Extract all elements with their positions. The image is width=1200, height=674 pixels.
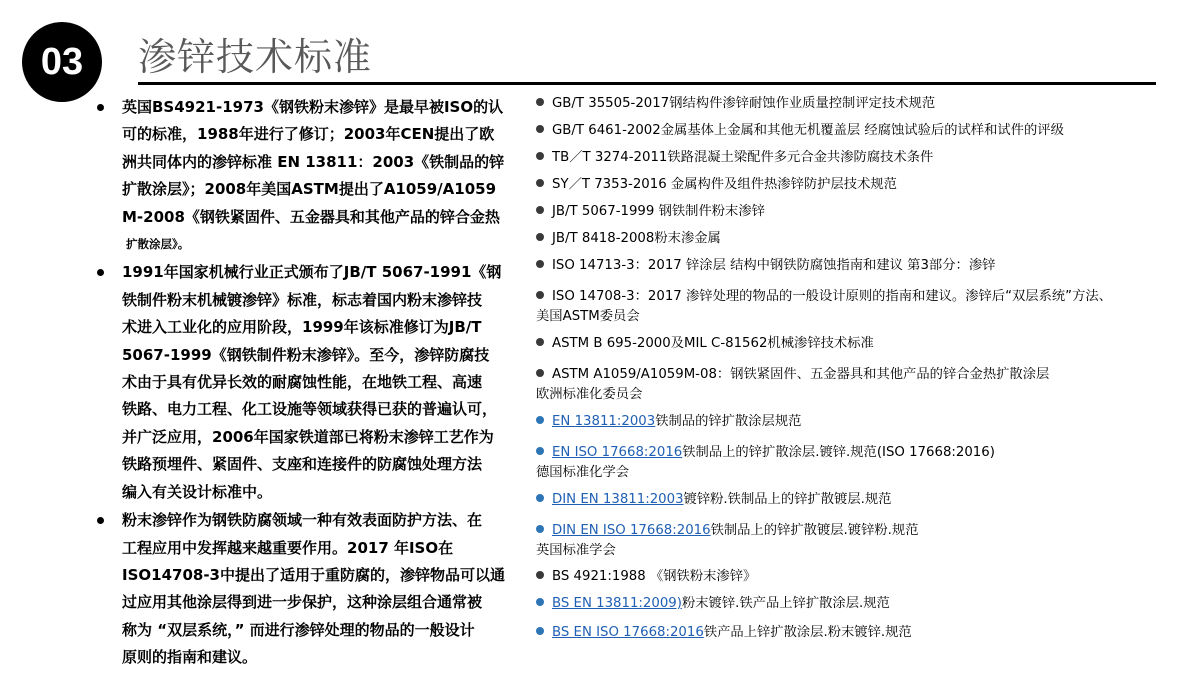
standard-item [536, 201, 1176, 223]
standard-row [536, 286, 1176, 308]
standard-text: ISO 14708-3：2017 渗锌处理的物品的一般设计原则的指南和建议。渗锌后“双层系统”方法、 [552, 289, 1112, 304]
bullet-icon [536, 98, 544, 106]
organization-label: 德国标准化学会 [536, 465, 630, 480]
standard-row [536, 489, 1176, 511]
bullet-icon [536, 233, 544, 241]
standard-item [536, 286, 1176, 326]
paragraph-line: ISO14708-3中提出了适用于重防腐的，渗锌物品可以通 [122, 565, 505, 584]
standard-link[interactable]: DIN EN ISO 17668:2016 [552, 523, 711, 538]
standard-row [536, 333, 1176, 355]
paragraph [92, 259, 512, 506]
standard-link[interactable]: DIN EN 13811:2003 [552, 492, 684, 507]
bullet-icon [536, 179, 544, 187]
standard-text: 铁制品上的锌扩散镀层.镀锌粉.规范 [710, 523, 919, 538]
standard-item [536, 442, 1176, 482]
standard-item [536, 489, 1176, 511]
standard-row [536, 364, 1176, 386]
standard-text: 粉末镀锌.铁产品上锌扩散涂层.规范 [681, 596, 890, 611]
standard-text: GB/T 6461-2002金属基体上金属和其他无机覆盖层 经腐蚀试验后的试样和试件的评级 [552, 123, 1064, 138]
standard-row [536, 147, 1176, 169]
standard-text: GB/T 35505-2017钢结构件渗锌耐蚀作业质量控制评定技术规范 [552, 96, 936, 111]
standard-item [536, 566, 1176, 588]
standard-row [536, 411, 1176, 433]
standard-row [536, 255, 1176, 277]
paragraph-line: 铁制件粉末机械镀渗锌》标准，标志着国内粉末渗锌技 [122, 290, 483, 309]
standard-text: ASTM A1059/A1059M-08：钢铁紧固件、五金器具和其他产品的锌合金热扩散涂层 [552, 367, 1050, 382]
bullet-icon [536, 125, 544, 133]
bullet-icon [536, 291, 544, 299]
bullet-icon [536, 598, 544, 606]
title-underline [138, 82, 1156, 85]
standard-row [536, 120, 1176, 142]
standard-item [536, 255, 1176, 277]
standard-text: SY／T 7353-2016 金属构件及组件热渗锌防护层技术规范 [552, 177, 897, 192]
bullet-icon [536, 447, 544, 455]
paragraph-line: 铁路预埋件、紧固件、支座和连接件的防腐蚀处理方法 [122, 455, 483, 474]
standard-row [536, 520, 1176, 542]
paragraph-line: 英国BS4921-1973《钢铁粉末渗锌》是最早被ISO的认 [122, 98, 504, 116]
standard-row [536, 442, 1176, 464]
paragraph-line: 扩散涂层》；2008年美国ASTM提出了A1059/A1059 [122, 180, 497, 199]
standard-row [536, 228, 1176, 250]
paragraph-line: 扩散涂层》。 [126, 237, 190, 252]
paragraph-line: 并广泛应用，2006年国家铁道部已将粉末渗锌工艺作为 [122, 427, 494, 446]
standard-row [536, 566, 1176, 588]
bullet-icon [536, 260, 544, 268]
organization-label: 美国ASTM委员会 [536, 309, 640, 324]
bullet-icon [536, 416, 544, 424]
organization-label: 英国标准学会 [536, 543, 616, 558]
standard-text: JB/T 8418-2008粉末渗金属 [552, 231, 721, 246]
bullet-icon [536, 525, 544, 533]
paragraph-line: 过应用其他涂层得到进一步保护，这种涂层组合通常被 [122, 593, 483, 612]
bullet-icon [97, 269, 104, 276]
bullet-icon [536, 369, 544, 377]
standard-link[interactable]: BS EN ISO 17668:2016 [552, 625, 704, 640]
paragraph-line: 可的标准，1988年进行了修订；2003年CEN提出了欧 [122, 125, 495, 144]
bullet-icon [536, 494, 544, 502]
standard-item [536, 520, 1176, 560]
left-column [92, 94, 512, 673]
section-number-badge: 03 [22, 22, 102, 102]
bullet-icon [536, 206, 544, 214]
standard-item [536, 364, 1176, 404]
standard-item [536, 147, 1176, 169]
paragraph-line: 原则的指南和建议。 [122, 648, 258, 667]
bullet-icon [536, 152, 544, 160]
paragraph-line: 工程应用中发挥越来越重要作用。2017 年ISO在 [122, 538, 454, 557]
standard-item [536, 593, 1176, 615]
paragraph-line: 称为 “双层系统，” 而进行渗锌处理的物品的一般设计 [122, 620, 475, 639]
paragraph-line: 编入有关设计标准中。 [122, 482, 273, 501]
paragraph [92, 94, 512, 258]
standard-text: 铁产品上锌扩散涂层.粉末镀锌.规范 [703, 625, 912, 640]
paragraph-line: 铁路、电力工程、化工设施等领域获得已获的普遍认可， [122, 400, 498, 419]
standard-text: ISO 14713-3：2017 锌涂层 结构中钢铁防腐蚀指南和建议 第3部分：渗锌 [552, 258, 996, 273]
standard-item [536, 93, 1176, 115]
paragraph-line: 洲共同体内的渗锌标准 EN 13811：2003《铁制品的锌 [122, 152, 505, 171]
standard-text: ASTM B 695-2000及MIL C-81562机械渗锌技术标准 [552, 336, 874, 351]
standard-item [536, 120, 1176, 142]
bullet-icon [97, 104, 104, 111]
standards-list [536, 93, 1176, 644]
standard-row [536, 93, 1176, 115]
paragraph [92, 507, 512, 671]
standard-item [536, 228, 1176, 250]
standard-row [536, 201, 1176, 223]
page-title: 渗锌技术标准 [138, 35, 373, 79]
paragraph-line: M-2008《钢铁紧固件、五金器具和其他产品的锌合金热 [122, 207, 500, 226]
standard-item [536, 622, 1176, 644]
paragraph-line: 术进入工业化的应用阶段，1999年该标准修订为JB/T [122, 318, 482, 337]
bullet-icon [536, 627, 544, 635]
standard-link[interactable]: BS EN 13811:2009) [552, 596, 682, 611]
standard-link[interactable]: EN ISO 17668:2016 [552, 445, 683, 460]
standard-row [536, 593, 1176, 615]
paragraph-line: 术由于具有优异长效的耐腐蚀性能，在地铁工程、高速 [122, 373, 483, 392]
paragraph-line: 1991年国家机械行业正式颁布了JB/T 5067-1991《钢 [122, 263, 502, 282]
standard-text: 铁制品的锌扩散涂层规范 [655, 414, 802, 429]
bullet-icon [536, 571, 544, 579]
standard-text: TB／T 3274-2011铁路混凝土梁配件多元合金共渗防腐技术条件 [552, 150, 934, 165]
organization-label: 欧洲标准化委员会 [536, 387, 643, 402]
standard-text: JB/T 5067-1999 钢铁制件粉末渗锌 [552, 204, 765, 219]
standard-row [536, 622, 1176, 644]
bullet-icon [536, 338, 544, 346]
standard-link[interactable]: EN 13811:2003 [552, 414, 656, 429]
standard-text: 铁制品上的锌扩散涂层.镀锌.规范(ISO 17668:2016) [682, 445, 995, 460]
standard-text: BS 4921:1988 《钢铁粉末渗锌》 [552, 569, 757, 584]
standard-text: 镀锌粉.铁制品上的锌扩散镀层.规范 [683, 492, 892, 507]
paragraph-line: 粉末渗锌作为钢铁防腐领域一种有效表面防护方法、在 [122, 511, 483, 530]
paragraph-line: 5067-1999《钢铁制件粉末渗锌》。至今，渗锌防腐技 [122, 345, 490, 364]
standard-item [536, 411, 1176, 433]
standard-item [536, 333, 1176, 355]
bullet-icon [97, 517, 104, 524]
standard-row [536, 174, 1176, 196]
standard-item [536, 174, 1176, 196]
